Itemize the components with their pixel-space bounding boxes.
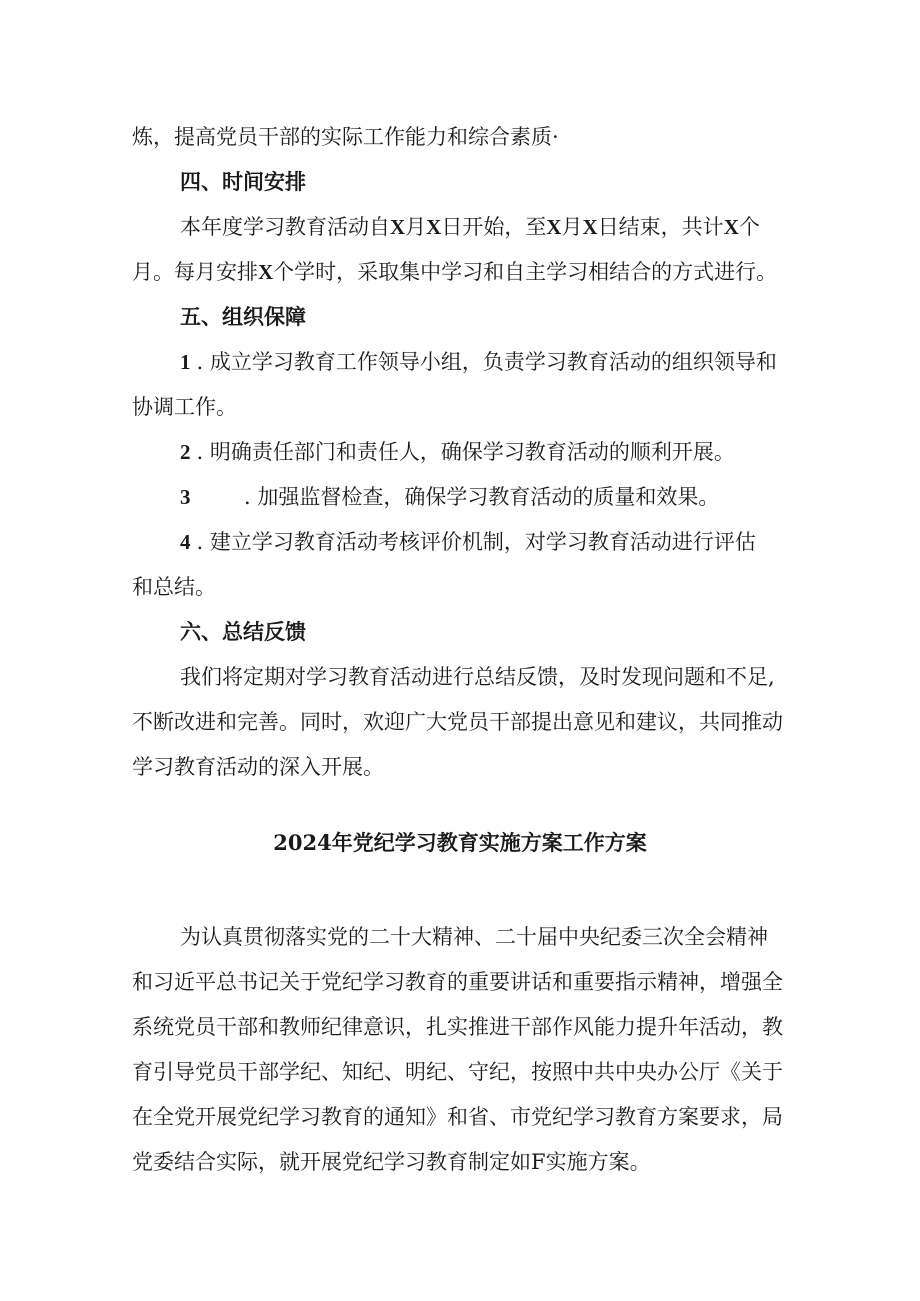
document-title: 2024年党纪学习教育实施方案工作方案 [273,830,647,855]
intro-line-1: 为认真贯彻落实党的二十大精神、二十届中央纪委三次全会精神 [180,925,768,949]
section-heading-organization: 五、组织保障 [180,304,306,329]
org-item-4-line-2: 和总结。 [132,575,216,599]
intro-line-5: 在全党开展党纪学习教育的通知》和省、市党纪学习教育方案要求，局 [132,1105,783,1129]
section-heading-schedule: 四、时间安排 [180,169,306,194]
intro-line-4: 育引导党员干部学纪、知纪、明纪、守纪，按照中共中央办公厅《关于 [132,1060,783,1084]
carry-over-line: 炼，提高党员干部的实际工作能力和综合素质· [132,125,559,149]
intro-line-6: 党委结合实际，就开展党纪学习教育制定如F实施方案。 [132,1150,651,1174]
org-item-2: 2 . 明确责任部门和责任人，确保学习教育活动的顺利开展。 [180,440,735,464]
org-item-4-line-1: 4 . 建立学习教育活动考核评价机制，对学习教育活动进行评估 [180,530,756,554]
org-item-3: 3 . 加强监督检查，确保学习教育活动的质量和效果。 [180,485,720,509]
feedback-line-2: 不断改进和完善。同时，欢迎广大党员干部提出意见和建议，共同推动 [132,710,783,734]
org-item-1-line-2: 协调工作。 [132,395,237,419]
intro-line-3: 系统党员干部和教师纪律意识，扎实推进干部作风能力提升年活动，教 [132,1015,783,1039]
intro-line-2: 和习近平总书记关于党纪学习教育的重要讲话和重要指示精神，增强全 [132,970,783,994]
schedule-paragraph-line-1: 本年度学习教育活动自X月X日开始，至X月X日结束，共计X个 [180,215,760,239]
feedback-line-1: 我们将定期对学习教育活动进行总结反馈，及时发现问题和不足, [180,665,775,689]
org-item-1-line-1: 1 . 成立学习教育工作领导小组，负责学习教育活动的组织领导和 [180,350,777,374]
section-heading-feedback: 六、总结反馈 [180,619,306,644]
schedule-paragraph-line-2: 月。每月安排X个学时，采取集中学习和自主学习相结合的方式进行。 [132,260,778,284]
feedback-line-3: 学习教育活动的深入开展。 [132,755,384,779]
